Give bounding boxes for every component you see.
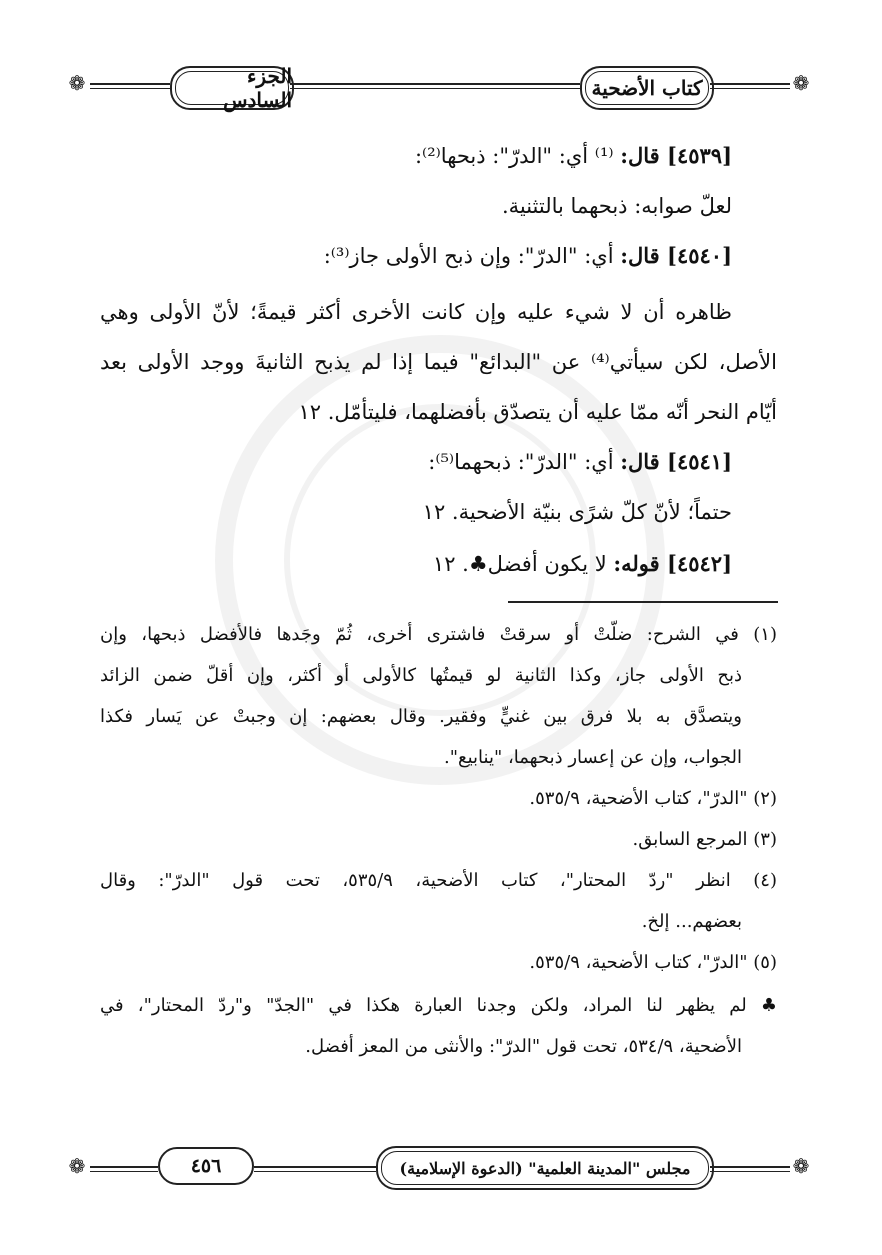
book-title: كتاب الأضحية bbox=[591, 76, 703, 100]
footer-rule-left bbox=[90, 1166, 158, 1168]
footnote-separator bbox=[508, 601, 778, 603]
entry-text: أي: "الدرّ": وإن ذبح الأولى جاز⁽³⁾: bbox=[323, 244, 614, 268]
ornament-icon: ❁ bbox=[68, 1154, 86, 1178]
footnote-4-line-2: بعضهم... إلخ. bbox=[641, 911, 742, 932]
entry-4541 bbox=[428, 446, 732, 478]
entry-4541-comment: حتماً؛ لأنّ كلّ شرًى بنيّة الأضحية. ١٢ bbox=[422, 500, 732, 524]
volume-title: الجزء السادس bbox=[223, 64, 292, 112]
entry-4540-line-1: ظاهره أن لا شيء عليه وإن كانت الأخرى أكثر قيمةً؛ لأنّ الأولى وهي bbox=[100, 300, 732, 324]
entry-head: [٤٥٤٠] قال: bbox=[620, 243, 732, 268]
footnote-5: (٥) "الدرّ"، كتاب الأضحية، ٥٣٥/٩. bbox=[529, 952, 777, 973]
footer-rule-right bbox=[710, 1166, 790, 1168]
header-right-cartouche bbox=[580, 66, 714, 110]
club-note-line-1: ♣ لم يظهر لنا المراد، ولكن وجدنا العبارة هكذا في "الجدّ" و"ردّ المحتار"، في bbox=[100, 995, 777, 1016]
entry-text: لا يكون أفضل♣. ١٢ bbox=[432, 552, 607, 576]
footnote-1-line-4: الجواب، وإن عن إعسار ذبحهما، "ينابيع". bbox=[444, 747, 742, 768]
entry-4542 bbox=[433, 548, 732, 580]
entry-head: [٤٥٣٩] قال: bbox=[620, 143, 732, 168]
entry-4539-comment: لعلّ صوابه: ذبحهما بالتثنية. bbox=[501, 194, 732, 218]
footer-cartouche bbox=[376, 1146, 714, 1190]
footnote-3: (٣) المرجع السابق. bbox=[632, 829, 777, 850]
footnote-1-line-3: ويتصدَّق به بلا فرق بين غنيٍّ وفقير. وقال بعضهم: إن وجبتْ عن يَسار فكذا bbox=[100, 706, 742, 727]
footer-rule-middle bbox=[254, 1166, 376, 1168]
footnote-1-line-2: ذبح الأولى جاز، وكذا الثانية لو قيمتُها كالأولى أو أكثر، وإن أقلّ ضمن الزائد bbox=[100, 665, 742, 686]
entry-4540-line-2: الأصل، لكن سيأتي⁽⁴⁾ عن "البدائع" فيما إذا لم يذبح الثانيةَ ووجد الأولى بعد bbox=[100, 350, 777, 374]
entry-head: [٤٥٤٢] قوله: bbox=[613, 551, 732, 576]
entry-text: ⁽¹⁾ أي: "الدرّ": ذبحها⁽²⁾: bbox=[414, 144, 614, 168]
header-left-cartouche bbox=[170, 66, 294, 110]
header-rule-right bbox=[710, 83, 790, 85]
publisher-name: مجلس "المدينة العلمية" (الدعوة الإسلامية) bbox=[399, 1158, 691, 1178]
footnote-2: (٢) "الدرّ"، كتاب الأضحية، ٥٣٥/٩. bbox=[529, 788, 777, 809]
entry-4540 bbox=[324, 240, 732, 272]
entry-4540-line-3: أيّام النحر أنّه ممّا عليه أن يتصدّق بأفضلهما، فليتأمّل. ١٢ bbox=[298, 400, 777, 424]
entry-text: أي: "الدرّ": ذبحهما⁽⁵⁾: bbox=[428, 450, 614, 474]
header-rule-middle bbox=[290, 83, 580, 85]
header-rule-left bbox=[90, 83, 170, 85]
page-number: ٤٥٦ bbox=[158, 1147, 254, 1185]
ornament-icon: ❁ bbox=[792, 71, 810, 95]
footnote-1-line-1: (١) في الشرح: ضلّتْ أو سرقتْ فاشترى أخرى، ثُمّ وجَدها فالأفضل ذبحها، وإن bbox=[100, 624, 777, 645]
ornament-icon: ❁ bbox=[792, 1154, 810, 1178]
entry-head: [٤٥٤١] قال: bbox=[620, 449, 732, 474]
club-note-line-2: الأضحية، ٥٣٤/٩، تحت قول "الدرّ": والأنثى من المعز أفضل. bbox=[305, 1036, 742, 1057]
ornament-icon: ❁ bbox=[68, 71, 86, 95]
footnote-4-line-1: (٤) انظر "ردّ المحتار"، كتاب الأضحية، ٥٣٥/٩، تحت قول "الدرّ": وقال bbox=[100, 870, 777, 891]
entry-4539 bbox=[415, 140, 732, 172]
